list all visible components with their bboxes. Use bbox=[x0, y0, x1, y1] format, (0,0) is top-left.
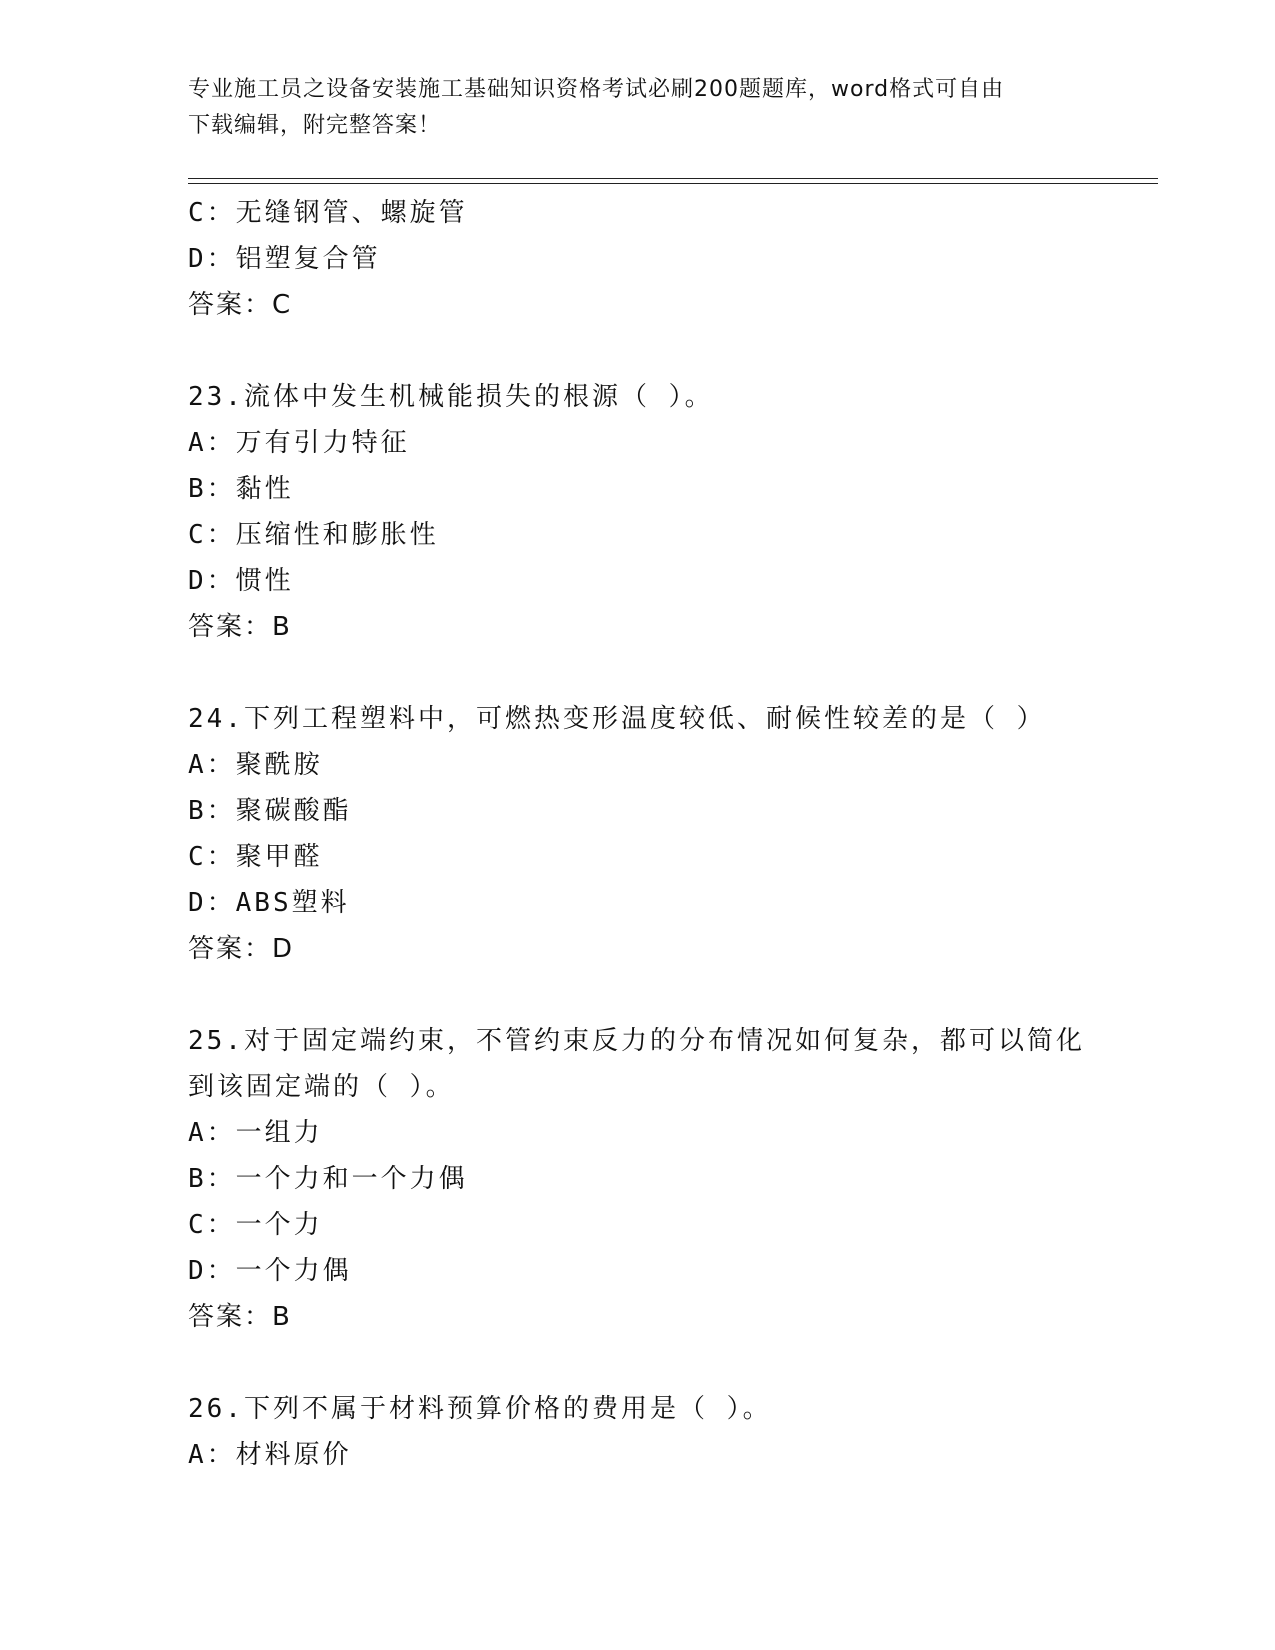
option-b: B：黏性 bbox=[188, 474, 294, 504]
question-25 bbox=[188, 1018, 1148, 1340]
option-c: C：聚甲醛 bbox=[188, 842, 323, 872]
option-c: C：压缩性和膨胀性 bbox=[188, 520, 439, 550]
header-divider-bottom bbox=[188, 183, 1158, 184]
question-list bbox=[188, 190, 1148, 1478]
answer-label: 答案：D bbox=[188, 934, 295, 964]
question-stem: 23.流体中发生机械能损失的根源（ ）。 bbox=[188, 382, 714, 412]
question-22-continued bbox=[188, 190, 1148, 328]
option-d: D：一个力偶 bbox=[188, 1256, 352, 1286]
question-24 bbox=[188, 696, 1148, 972]
header-line-2: 下载编辑，附完整答案！ bbox=[188, 113, 442, 138]
question-stem: 26.下列不属于材料预算价格的费用是（ ）。 bbox=[188, 1394, 772, 1424]
answer-label: 答案：B bbox=[188, 1302, 292, 1332]
spacer bbox=[188, 328, 1148, 374]
option-c: C：无缝钢管、螺旋管 bbox=[188, 198, 468, 228]
spacer bbox=[188, 650, 1148, 696]
header-line-1: 专业施工员之设备安装施工基础知识资格考试必刷200题题库，word格式可自由 bbox=[188, 77, 1005, 102]
option-b: B：聚碳酸酯 bbox=[188, 796, 352, 826]
spacer bbox=[188, 972, 1148, 1018]
document-header bbox=[188, 72, 1088, 144]
option-d: D：ABS塑料 bbox=[188, 888, 350, 918]
option-a: A：聚酰胺 bbox=[188, 750, 323, 780]
answer-label: 答案：B bbox=[188, 612, 292, 642]
option-d: D：惯性 bbox=[188, 566, 294, 596]
question-23 bbox=[188, 374, 1148, 650]
option-d: D：铝塑复合管 bbox=[188, 244, 381, 274]
spacer bbox=[188, 1340, 1148, 1386]
question-stem-line-1: 25.对于固定端约束，不管约束反力的分布情况如何复杂，都可以简化 bbox=[188, 1026, 1085, 1056]
question-stem-line-2: 到该固定端的（ ）。 bbox=[188, 1072, 455, 1102]
option-a: A：万有引力特征 bbox=[188, 428, 410, 458]
option-b: B：一个力和一个力偶 bbox=[188, 1164, 468, 1194]
option-a: A：一组力 bbox=[188, 1118, 323, 1148]
question-stem: 24.下列工程塑料中，可燃热变形温度较低、耐候性较差的是（ ） bbox=[188, 704, 1046, 734]
option-a: A：材料原价 bbox=[188, 1440, 352, 1470]
option-c: C：一个力 bbox=[188, 1210, 323, 1240]
header-divider-top bbox=[188, 178, 1158, 179]
question-26 bbox=[188, 1386, 1148, 1478]
answer-label: 答案：C bbox=[188, 290, 293, 320]
